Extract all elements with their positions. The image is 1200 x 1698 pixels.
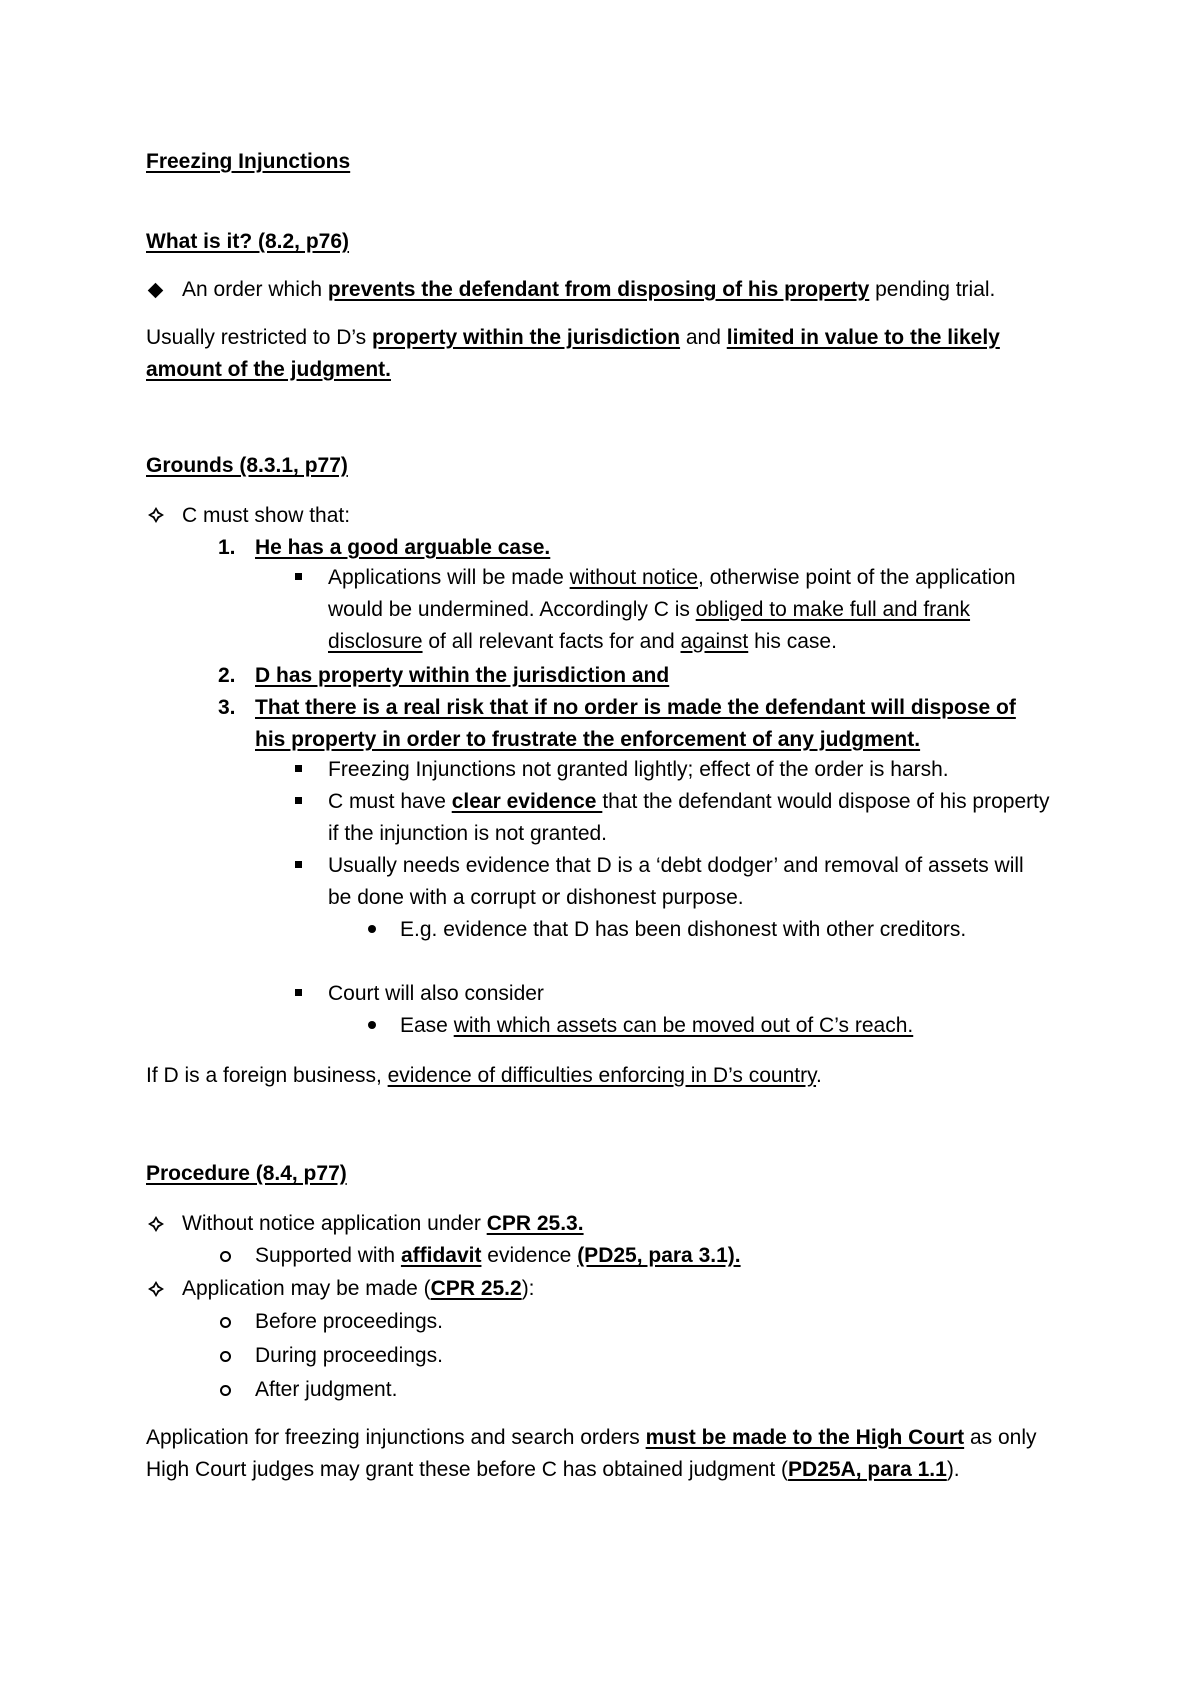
timing-before: Before proceedings. bbox=[255, 1310, 443, 1333]
list-number: 2. bbox=[218, 664, 236, 687]
scope-paragraph bbox=[146, 322, 1050, 386]
underlined-text: with which assets can be moved out of C’s reach. bbox=[453, 1014, 914, 1037]
text-span: as only High Court judges may grant these before C has obtained judgment ( bbox=[146, 1426, 1037, 1481]
emphasis-text: CPR 25.2 bbox=[430, 1277, 522, 1300]
text-span: , otherwise point of the application would be undermined. Accordingly C is bbox=[328, 566, 1016, 621]
text-span: Applications will be made bbox=[328, 566, 570, 589]
text-span: his case. bbox=[748, 630, 837, 653]
hollow-bullet-icon bbox=[220, 1385, 231, 1396]
ground-item-1: He has a good arguable case. bbox=[255, 536, 551, 559]
sub-point-harsh: Freezing Injunctions not granted lightly; effect of the order is harsh. bbox=[328, 758, 949, 781]
text-span: Without notice application under bbox=[182, 1212, 487, 1235]
sub-point-debt-dodger: Usually needs evidence that D is a ‘debt dodger’ and removal of assets will be done with a corrupt or dishonest purpose. bbox=[328, 854, 1024, 909]
procedure-bullet-without-notice bbox=[182, 1208, 584, 1240]
underlined-text: against bbox=[680, 630, 749, 653]
ease-point bbox=[400, 1010, 1050, 1042]
square-bullet-icon bbox=[295, 989, 302, 996]
emphasis-text: property within the jurisdiction bbox=[372, 326, 681, 349]
emphasis-text: clear evidence bbox=[451, 790, 603, 813]
emphasis-text: prevents the defendant from disposing of his property bbox=[327, 278, 870, 301]
section-heading-procedure: Procedure (8.4, p77) bbox=[146, 1162, 347, 1185]
text-span: An order which bbox=[182, 278, 328, 301]
text-span: If D is a foreign business, bbox=[146, 1064, 388, 1087]
square-bullet-icon bbox=[295, 765, 302, 772]
emphasis-text: CPR 25.3. bbox=[486, 1212, 584, 1235]
text-span: of all relevant facts for and bbox=[422, 630, 681, 653]
underlined-text: evidence of difficulties enforcing in D’s country bbox=[387, 1064, 817, 1087]
four-diamond-bullet-icon bbox=[148, 507, 164, 523]
ground-item-3: That there is a real risk that if no order is made the defendant will dispose of his property in order to frustrate the enforcement of any judgment. bbox=[255, 696, 1016, 751]
timing-after: After judgment. bbox=[255, 1378, 398, 1401]
diamond-bullet-icon bbox=[148, 283, 164, 299]
text-span: Usually restricted to D’s bbox=[146, 326, 373, 349]
section-heading-grounds: Grounds (8.3.1, p77) bbox=[146, 454, 348, 477]
text-span: Ease bbox=[400, 1014, 454, 1037]
text-span: ): bbox=[521, 1277, 535, 1300]
ground-item-2: D has property within the jurisdiction and bbox=[255, 664, 670, 687]
emphasis-text: must be made to the High Court bbox=[645, 1426, 965, 1449]
sub-point-evidence bbox=[328, 786, 1050, 850]
text-span: Application for freezing injunctions and search orders bbox=[146, 1426, 646, 1449]
section-heading-what: What is it? (8.2, p76) bbox=[146, 230, 350, 253]
emphasis-text: affidavit bbox=[400, 1244, 482, 1267]
round-bullet-icon bbox=[368, 925, 376, 933]
court-consider: Court will also consider bbox=[328, 982, 544, 1005]
hollow-bullet-icon bbox=[220, 1351, 231, 1362]
procedure-bullet-timing bbox=[182, 1273, 535, 1305]
text-span: ). bbox=[946, 1458, 960, 1481]
list-number: 1. bbox=[218, 536, 236, 559]
square-bullet-icon bbox=[295, 573, 302, 580]
text-span: that the defendant would dispose of his property if the injunction is not granted. bbox=[328, 790, 1050, 845]
emphasis-text: (PD25, para 3.1). bbox=[577, 1244, 741, 1267]
four-diamond-bullet-icon bbox=[148, 1281, 164, 1297]
text-span: and bbox=[680, 326, 727, 349]
text-span: Application may be made ( bbox=[182, 1277, 431, 1300]
hollow-bullet-icon bbox=[220, 1251, 231, 1262]
definition-bullet bbox=[182, 274, 1050, 306]
underlined-text: without notice bbox=[569, 566, 699, 589]
round-bullet-icon bbox=[368, 1021, 376, 1029]
disclosure-note bbox=[328, 562, 1050, 658]
text-span: . bbox=[816, 1064, 822, 1087]
document-title: Freezing Injunctions bbox=[146, 150, 351, 173]
list-number: 3. bbox=[218, 696, 236, 719]
example-point: E.g. evidence that D has been dishonest with other creditors. bbox=[400, 918, 967, 941]
underlined-text: obliged to make full and frank disclosure bbox=[328, 598, 971, 653]
four-diamond-bullet-icon bbox=[148, 1216, 164, 1232]
grounds-intro: C must show that: bbox=[182, 504, 351, 527]
timing-during: During proceedings. bbox=[255, 1344, 443, 1367]
foreign-business-paragraph bbox=[146, 1060, 1050, 1092]
emphasis-text: limited in value to the likely amount of the judgment. bbox=[146, 326, 1000, 381]
text-span: evidence bbox=[481, 1244, 578, 1267]
square-bullet-icon bbox=[295, 797, 302, 804]
hollow-bullet-icon bbox=[220, 1317, 231, 1328]
emphasis-text: PD25A, para 1.1 bbox=[788, 1458, 947, 1481]
text-span: Supported with bbox=[255, 1244, 401, 1267]
text-span: pending trial. bbox=[869, 278, 996, 301]
high-court-paragraph bbox=[146, 1422, 1050, 1486]
text-span: C must have bbox=[328, 790, 452, 813]
square-bullet-icon bbox=[295, 861, 302, 868]
procedure-affidavit bbox=[255, 1240, 741, 1272]
